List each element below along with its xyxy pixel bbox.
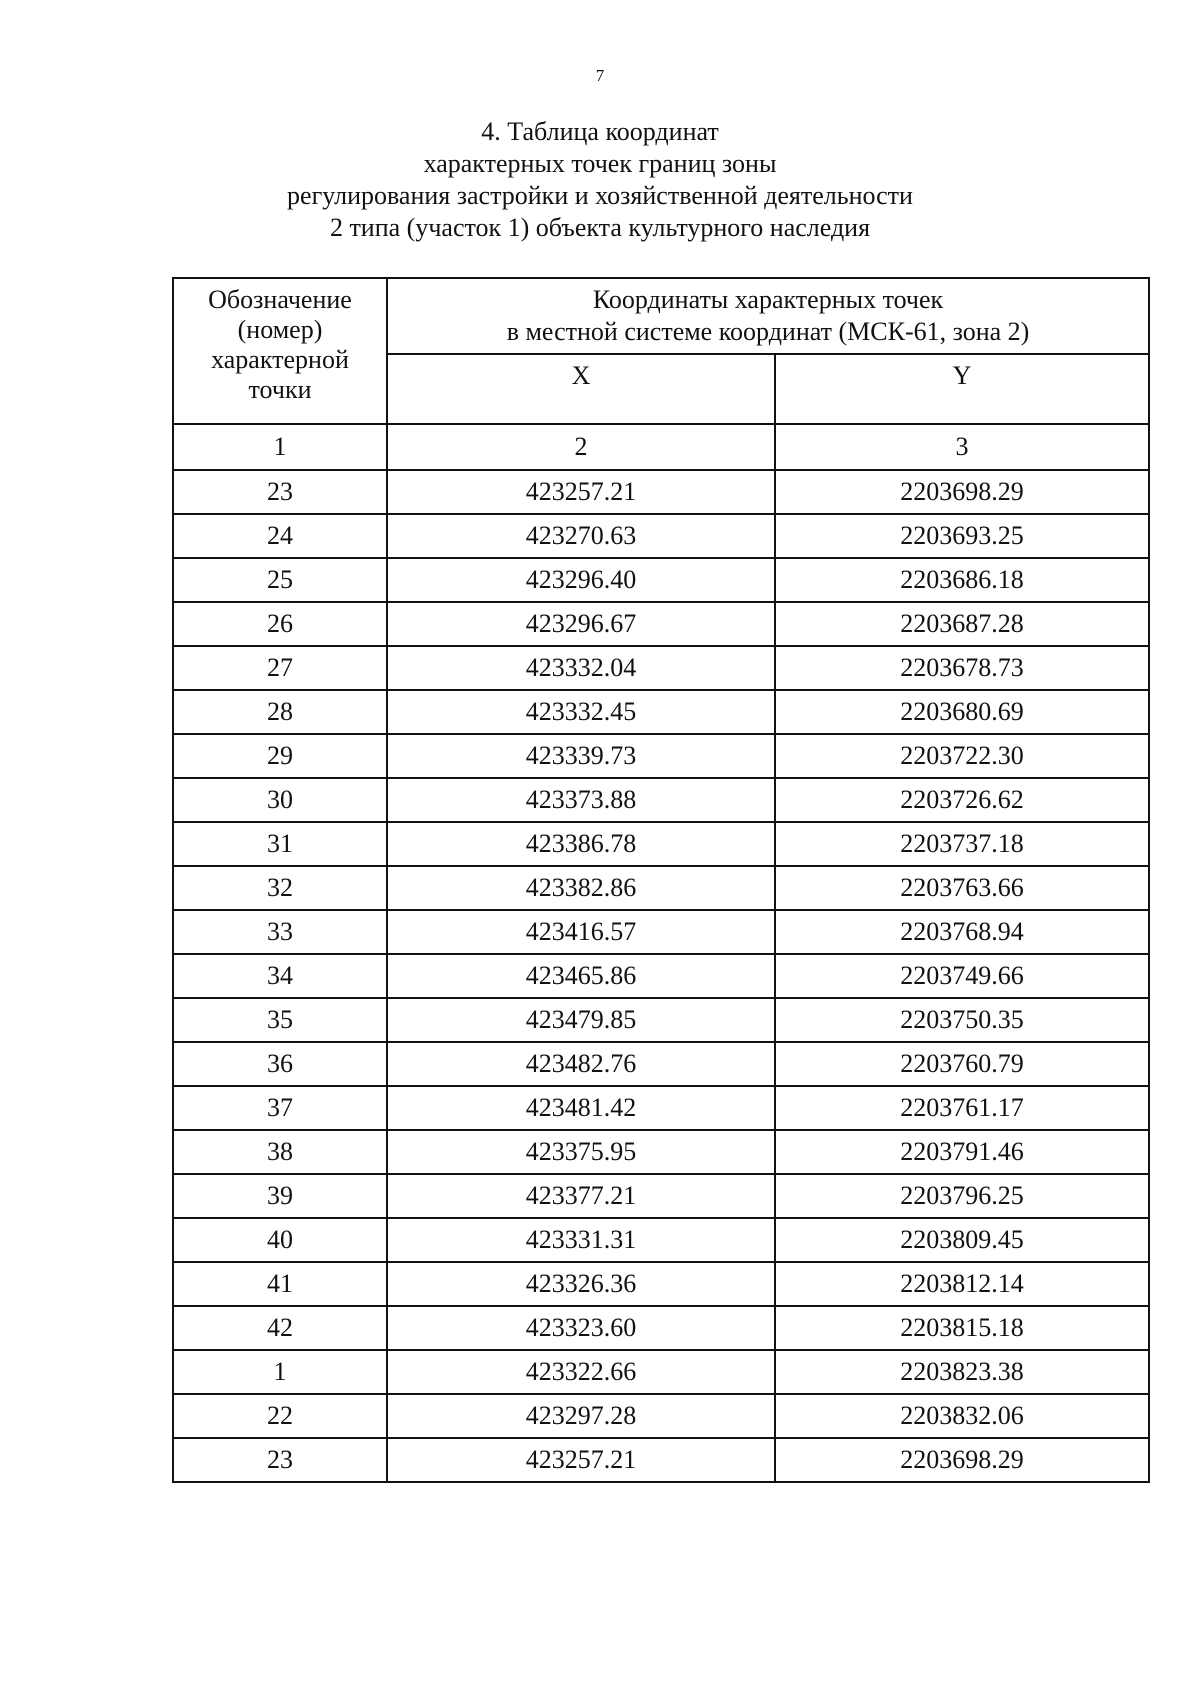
- table-row: [173, 1130, 1149, 1174]
- x-coordinate-cell: 423377.21: [387, 1174, 775, 1218]
- x-coordinate-cell: 423332.45: [387, 690, 775, 734]
- point-number-cell: 24: [173, 514, 387, 558]
- y-coordinate-cell: 2203823.38: [775, 1350, 1149, 1394]
- x-coordinate-cell: 423331.31: [387, 1218, 775, 1262]
- header-point-designation: [173, 278, 387, 424]
- point-number-cell: 38: [173, 1130, 387, 1174]
- x-coordinate-cell: 423297.28: [387, 1394, 775, 1438]
- y-coordinate-cell: 2203812.14: [775, 1262, 1149, 1306]
- y-coordinate-cell: 2203722.30: [775, 734, 1149, 778]
- column-number: 1: [173, 424, 387, 470]
- table-row: [173, 646, 1149, 690]
- point-number-cell: 37: [173, 1086, 387, 1130]
- point-number-cell: 25: [173, 558, 387, 602]
- x-coordinate-cell: 423339.73: [387, 734, 775, 778]
- table-row: [173, 1042, 1149, 1086]
- x-coordinate-cell: 423323.60: [387, 1306, 775, 1350]
- y-coordinate-cell: 2203791.46: [775, 1130, 1149, 1174]
- header-point-line: (номер): [237, 315, 323, 344]
- y-coordinate-cell: 2203809.45: [775, 1218, 1149, 1262]
- y-coordinate-cell: 2203693.25: [775, 514, 1149, 558]
- table-row: [173, 470, 1149, 514]
- x-coordinate-cell: 423326.36: [387, 1262, 775, 1306]
- point-number-cell: 31: [173, 822, 387, 866]
- table-row: [173, 866, 1149, 910]
- title-line: 4. Таблица координат: [481, 117, 719, 146]
- title-line: характерных точек границ зоны: [423, 149, 777, 178]
- header-x: X: [387, 354, 775, 424]
- point-number-cell: 35: [173, 998, 387, 1042]
- table-row: [173, 998, 1149, 1042]
- header-point-line: точки: [248, 375, 312, 404]
- table-row: [173, 602, 1149, 646]
- x-coordinate-cell: 423482.76: [387, 1042, 775, 1086]
- point-number-cell: 29: [173, 734, 387, 778]
- header-point-line: Обозначение: [208, 285, 352, 314]
- y-coordinate-cell: 2203680.69: [775, 690, 1149, 734]
- column-number: 3: [775, 424, 1149, 470]
- x-coordinate-cell: 423296.67: [387, 602, 775, 646]
- point-number-cell: 26: [173, 602, 387, 646]
- coordinates-table: [172, 277, 1150, 1483]
- point-number-cell: 27: [173, 646, 387, 690]
- table-row: [173, 558, 1149, 602]
- header-y: Y: [775, 354, 1149, 424]
- y-coordinate-cell: 2203749.66: [775, 954, 1149, 998]
- y-coordinate-cell: 2203678.73: [775, 646, 1149, 690]
- y-coordinate-cell: 2203687.28: [775, 602, 1149, 646]
- table-row: [173, 734, 1149, 778]
- table-row: [173, 1438, 1149, 1482]
- y-coordinate-cell: 2203698.29: [775, 470, 1149, 514]
- table-row: [173, 1262, 1149, 1306]
- x-coordinate-cell: 423332.04: [387, 646, 775, 690]
- y-coordinate-cell: 2203761.17: [775, 1086, 1149, 1130]
- page-number: 7: [595, 66, 605, 85]
- point-number-cell: 41: [173, 1262, 387, 1306]
- y-coordinate-cell: 2203698.29: [775, 1438, 1149, 1482]
- point-number-cell: 1: [173, 1350, 387, 1394]
- table-row: [173, 822, 1149, 866]
- y-coordinate-cell: 2203726.62: [775, 778, 1149, 822]
- x-coordinate-cell: 423296.40: [387, 558, 775, 602]
- y-coordinate-cell: 2203832.06: [775, 1394, 1149, 1438]
- y-coordinate-cell: 2203750.35: [775, 998, 1149, 1042]
- y-coordinate-cell: 2203686.18: [775, 558, 1149, 602]
- point-number-cell: 40: [173, 1218, 387, 1262]
- header-point-line: характерной: [211, 345, 349, 374]
- x-coordinate-cell: 423257.21: [387, 470, 775, 514]
- y-coordinate-cell: 2203737.18: [775, 822, 1149, 866]
- point-number-cell: 36: [173, 1042, 387, 1086]
- x-coordinate-cell: 423322.66: [387, 1350, 775, 1394]
- x-coordinate-cell: 423373.88: [387, 778, 775, 822]
- point-number-cell: 22: [173, 1394, 387, 1438]
- y-coordinate-cell: 2203815.18: [775, 1306, 1149, 1350]
- table-row: [173, 690, 1149, 734]
- header-coordinates-line: Координаты характерных точек: [592, 285, 944, 314]
- point-number-cell: 34: [173, 954, 387, 998]
- x-coordinate-cell: 423270.63: [387, 514, 775, 558]
- x-coordinate-cell: 423481.42: [387, 1086, 775, 1130]
- point-number-cell: 33: [173, 910, 387, 954]
- x-coordinate-cell: 423257.21: [387, 1438, 775, 1482]
- y-coordinate-cell: 2203768.94: [775, 910, 1149, 954]
- table-row: [173, 1174, 1149, 1218]
- point-number-cell: 23: [173, 470, 387, 514]
- point-number-cell: 23: [173, 1438, 387, 1482]
- table-row: [173, 1218, 1149, 1262]
- x-coordinate-cell: 423382.86: [387, 866, 775, 910]
- header-coordinates: [387, 278, 1149, 354]
- point-number-cell: 32: [173, 866, 387, 910]
- x-coordinate-cell: 423416.57: [387, 910, 775, 954]
- table-row: [173, 1394, 1149, 1438]
- column-number-row: [173, 424, 1149, 470]
- table-row: [173, 514, 1149, 558]
- x-coordinate-cell: 423465.86: [387, 954, 775, 998]
- x-coordinate-cell: 423386.78: [387, 822, 775, 866]
- y-coordinate-cell: 2203760.79: [775, 1042, 1149, 1086]
- x-coordinate-cell: 423479.85: [387, 998, 775, 1042]
- column-number: 2: [387, 424, 775, 470]
- table-row: [173, 1086, 1149, 1130]
- title-line: регулирования застройки и хозяйственной деятельности: [287, 181, 913, 210]
- point-number-cell: 39: [173, 1174, 387, 1218]
- table-row: [173, 910, 1149, 954]
- x-coordinate-cell: 423375.95: [387, 1130, 775, 1174]
- y-coordinate-cell: 2203763.66: [775, 866, 1149, 910]
- point-number-cell: 28: [173, 690, 387, 734]
- table-row: [173, 1306, 1149, 1350]
- point-number-cell: 42: [173, 1306, 387, 1350]
- table-row: [173, 954, 1149, 998]
- table-title: [0, 116, 1200, 244]
- point-number-cell: 30: [173, 778, 387, 822]
- y-coordinate-cell: 2203796.25: [775, 1174, 1149, 1218]
- table-row: [173, 1350, 1149, 1394]
- table-row: [173, 778, 1149, 822]
- header-coordinates-line: в местной системе координат (МСК-61, зона 2): [506, 317, 1030, 346]
- title-line: 2 типа (участок 1) объекта культурного наследия: [329, 213, 871, 242]
